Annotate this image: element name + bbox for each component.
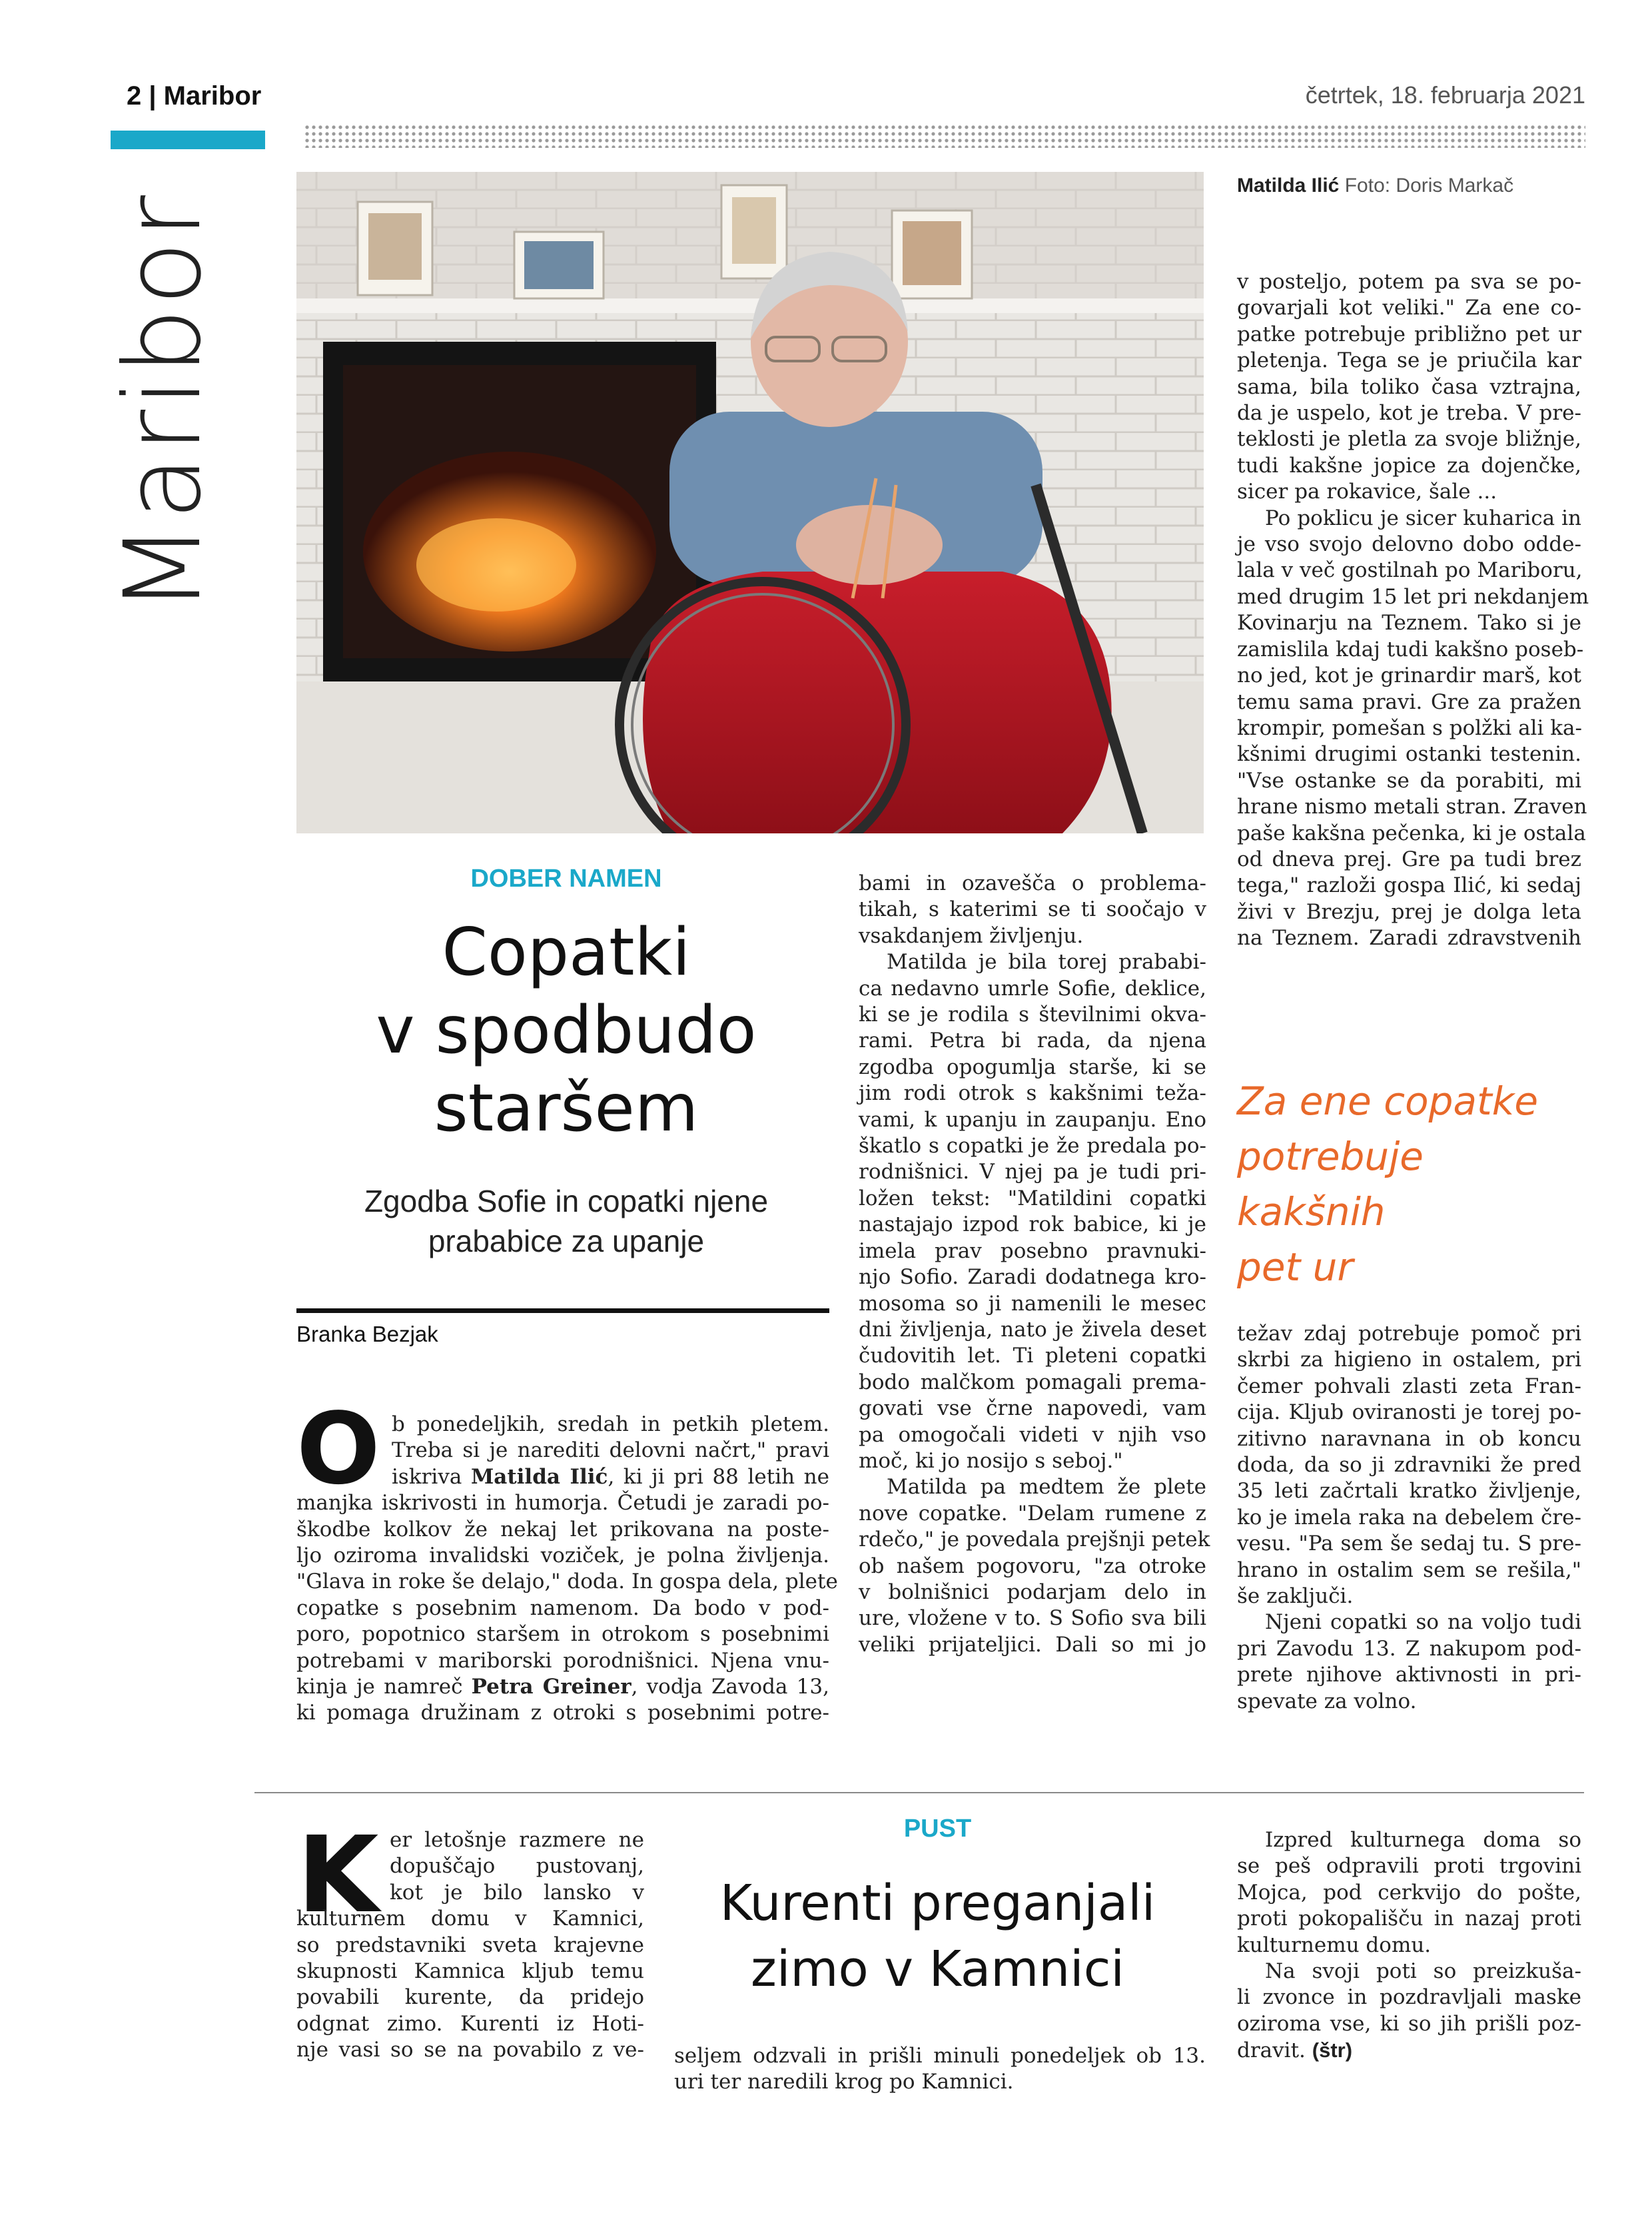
text-line: v bolnišnici podarjam delo in	[859, 1579, 1206, 1604]
dotted-rule	[304, 124, 1585, 148]
text-line: cija. Kljub oviranosti je torej po-	[1237, 1400, 1581, 1425]
photo-caption	[1237, 175, 1610, 197]
article-column-3-top	[1237, 269, 1589, 952]
text-line: rodnišnici. V njej pa je tudi pri-	[859, 1160, 1206, 1184]
text-line	[392, 1464, 829, 1490]
text-line: nje vasi so se na povabilo z ve-	[296, 2038, 644, 2062]
text-line: Treba si je narediti delovni načrt," pravi	[392, 1438, 829, 1463]
text-line: "Glava in roke še delajo," doda. In gospa dela, plete	[296, 1569, 838, 1594]
drop-cap: K	[297, 1814, 379, 1937]
text-line: mosoma so ji namenili le mesec	[859, 1291, 1206, 1316]
headline-line: v spodbudo	[376, 993, 757, 1069]
text-line: ki se je rodila s številnimi okva-	[859, 1003, 1206, 1027]
text-line: rami. Petra bi rada, da njena	[859, 1029, 1206, 1053]
text-line: v posteljo, potem pa sva se po-	[1237, 270, 1581, 294]
article-column-3-bottom	[1237, 1321, 1581, 1715]
text-line: Na svoji poti so preizkuša-	[1265, 1959, 1581, 1984]
page-section-label: 2 | Maribor	[127, 81, 262, 111]
text-line: vsakdanjem življenju.	[859, 923, 1084, 948]
text-line: temu sama pravi. Gre za pražen	[1237, 689, 1581, 714]
text-line: jim rodi otrok s kakšnimi teža-	[859, 1081, 1206, 1106]
article-kicker: DOBER NAMEN	[470, 865, 662, 893]
text-line: pa omogočali videti v njih vso	[859, 1422, 1206, 1447]
text-line: "Vse ostanke se da porabiti, mi	[1237, 768, 1581, 793]
text-line: nastajajo izpod rok babice, ki je	[859, 1212, 1206, 1237]
article-divider	[254, 1792, 1584, 1793]
text-line: kulturnemu domu.	[1237, 1933, 1432, 1957]
pull-quote-line: potrebuje kakšnih	[1237, 1134, 1424, 1234]
text-line: skupnosti Kamnica kljub temu	[296, 1959, 644, 1984]
drop-cap: O	[296, 1392, 380, 1506]
text-fragment: , vodja Zavoda 13,	[631, 1675, 829, 1699]
text-line: imela prav posebno pravnuki-	[859, 1238, 1206, 1263]
subhead-line: prababice za upanje	[428, 1224, 705, 1258]
text-line: vami, k upanju in zaupanju. Eno	[859, 1107, 1206, 1132]
bold-name: Petra Greiner	[471, 1675, 631, 1699]
text-line: dopuščajo pustovanj,	[390, 1854, 644, 1879]
text-line: vesu. "Pa sem še sedaj tu. S pre-	[1237, 1532, 1581, 1556]
text-line: od dneva prej. Gre pa tudi brez	[1237, 847, 1581, 871]
text-line: čudovitih let. Ti pleteni copatki	[859, 1344, 1206, 1368]
text-line: Matilda je bila torej prababi-	[887, 950, 1206, 975]
text-line: tega," razloži gospa Ilić, ki sedaj	[1237, 873, 1581, 898]
text-line: lala v več gostilnah po Mariboru,	[1237, 558, 1583, 583]
text-line: potrebami v mariborski porodnišnici. Njena vnu-	[296, 1648, 829, 1673]
text-line: ljo oziroma invalidski voziček, je polna življenja.	[296, 1544, 829, 1568]
text-line: so predstavniki sveta krajevne	[296, 1933, 644, 1957]
text-line: tikah, s katerimi se ti soočajo v	[859, 897, 1206, 922]
text-line: teklosti je pletla za svoje bližnje,	[1237, 427, 1581, 452]
text-line: hrane nismo metali stran. Zraven	[1237, 795, 1587, 819]
article2-column-2	[674, 2043, 1206, 2096]
text-line: se peš odpravili proti trgovini	[1237, 1854, 1581, 1879]
text-line: odgnat zimo. Kurenti iz Hoti-	[296, 2011, 644, 2036]
text-line: bami in ozavešča o problema-	[859, 871, 1206, 895]
text-line: pri Zavodu 13. Z nakupom pod-	[1237, 1636, 1581, 1661]
text-line: seljem odzvali in prišli minuli ponedeljek ob 13.	[674, 2044, 1206, 2068]
text-line: hrano in ostalim sem se rešila,"	[1237, 1557, 1581, 1582]
text-line: paše kakšna pečenka, ki je ostala	[1237, 821, 1586, 845]
section-side-label-text: Maribor	[102, 193, 224, 614]
pull-quote-line: Za ene copatke	[1237, 1079, 1539, 1124]
section-accent-bar	[111, 131, 265, 149]
photo-woman-knitting	[296, 172, 1204, 833]
text-line: živi v Brezju, prej je dolga leta	[1237, 899, 1581, 924]
text-line: krompir, pomešan s polžki ali ka-	[1237, 715, 1582, 740]
text-line: povabili kurente, da pridejo	[296, 1985, 644, 2010]
text-line: njo Sofio. Zaradi dodatnega kro-	[859, 1265, 1206, 1290]
photo-credit: Foto: Doris Markač	[1344, 175, 1514, 197]
text-line: moč, ki jo nosijo s seboj."	[859, 1448, 1123, 1473]
byline-rule	[296, 1308, 829, 1313]
text-line: ca nedavno umrle Sofie, deklice,	[859, 976, 1206, 1001]
text-line: rdečo," je povedala prejšnji petek	[859, 1528, 1210, 1552]
text-line: uri ter naredili krog po Kamnici.	[674, 2070, 1014, 2094]
text-fragment: , ki ji pri 88 letih ne	[608, 1464, 829, 1489]
text-line: li zvonce in pozdravljali maske	[1237, 1985, 1581, 2010]
text-line: kot je bilo lansko v	[390, 1880, 644, 1905]
text-fragment: iskriva	[392, 1464, 471, 1489]
text-line: prete njihove aktivnosti in pri-	[1237, 1663, 1581, 1687]
text-line: proti pokopališču in nazaj proti	[1237, 1907, 1581, 1931]
text-line: Po poklicu je sicer kuharica in	[1265, 506, 1581, 530]
text-line: no jed, kot je grinardir marš, kot	[1237, 664, 1581, 688]
text-line: nove copatke. "Delam rumene z	[859, 1501, 1206, 1526]
issue-date: četrtek, 18. februarja 2021	[1305, 81, 1585, 109]
text-line: oziroma vse, ki so jih prišli poz-	[1237, 2011, 1581, 2036]
text-line: Njeni copatki so na voljo tudi	[1265, 1610, 1581, 1635]
text-line: Mojca, pod cerkvijo do pošte,	[1237, 1880, 1581, 1905]
article-subhead	[296, 1181, 836, 1261]
pull-quote	[1237, 1074, 1583, 1295]
text-line: ki pomaga družinam z otroki s posebnimi potre-	[296, 1701, 829, 1725]
headline-line: staršem	[434, 1071, 699, 1146]
text-line: b ponedeljkih, sredah in petkih pletem.	[392, 1412, 829, 1436]
bold-name: Matilda Ilić	[470, 1464, 608, 1489]
headline-line: zimo v Kamnici	[751, 1941, 1124, 1998]
text-line: dni življenja, nato je živela deset	[859, 1317, 1206, 1342]
text-line: zamislila kdaj tudi kakšno poseb-	[1237, 637, 1584, 662]
pull-quote-line: pet ur	[1237, 1244, 1354, 1290]
text-line: skrbi za higieno in ostalem, pri	[1237, 1348, 1581, 1372]
author-initials: (štr)	[1312, 2038, 1353, 2062]
text-line: ure, vložene v to. S Sofio sva bili	[859, 1606, 1206, 1631]
text-line: 35 leti začrtali kratko življenje,	[1237, 1479, 1581, 1504]
text-line	[296, 1674, 829, 1700]
article-headline	[296, 914, 836, 1148]
text-line: je vso svojo delovno dobo odde-	[1237, 532, 1581, 557]
text-line: veliki prijateljici. Dali so mi jo	[859, 1632, 1206, 1657]
text-line: Izpred kulturnega doma so	[1265, 1828, 1581, 1852]
article-byline: Branka Bezjak	[296, 1322, 438, 1346]
text-line: govarjali kot veliki." Za ene co-	[1237, 296, 1581, 320]
photo-caption-name: Matilda Ilić	[1237, 175, 1340, 197]
article2-column-1	[296, 1827, 644, 2064]
text-line: bodo malčkom pomagali prema-	[859, 1370, 1206, 1394]
text-line: kulturnem domu v Kamnici,	[296, 1907, 644, 1931]
text-fragment: dravit.	[1237, 2038, 1312, 2063]
text-line: Kovinarju na Teznem. Tako si je	[1237, 611, 1581, 636]
text-line: govati vse črne napovedi, vam	[859, 1396, 1206, 1421]
text-line: škodbe kolkov že nekaj let prikovana na poste-	[296, 1517, 829, 1542]
article2-headline	[669, 1871, 1206, 2002]
text-line: Matilda pa medtem že plete	[887, 1475, 1206, 1500]
text-line: na Teznem. Zaradi zdravstvenih	[1237, 926, 1581, 951]
text-line: ob našem pogovoru, "za otroke	[859, 1553, 1206, 1578]
article-column-1	[296, 1412, 838, 1727]
text-line: škatlo s copatki je že predala po-	[859, 1134, 1206, 1158]
section-side-label	[93, 163, 233, 643]
text-line: sicer pa rokavice, šale ...	[1237, 480, 1497, 504]
text-fragment: kinja je namreč	[296, 1675, 472, 1699]
subhead-line: Zgodba Sofie in copatki njene	[364, 1184, 769, 1218]
article-column-2	[859, 871, 1210, 1658]
text-line: er letošnje razmere ne	[390, 1828, 644, 1852]
text-line: čemer pohvali zlasti zeta Fran-	[1237, 1374, 1581, 1398]
text-line: copatke s posebnim namenom. Da bodo v pod-	[296, 1595, 829, 1620]
text-line: še zaključi.	[1237, 1584, 1354, 1609]
text-line: ložen tekst: "Matildini copatki	[859, 1186, 1206, 1210]
text-line: patke potrebuje približno pet ur	[1237, 322, 1581, 346]
text-line: manjka iskrivosti in humorja. Četudi je zaradi po-	[296, 1491, 829, 1516]
text-line: zitivno naravnana in ob koncu	[1237, 1426, 1581, 1451]
text-line: zgodba opogumlja starše, ki se	[859, 1055, 1206, 1079]
text-line: tudi kakšne jopice za dojenčke,	[1237, 453, 1581, 478]
text-line: kšnimi drugimi ostanki testenin.	[1237, 742, 1581, 767]
headline-line: Kurenti preganjali	[719, 1875, 1156, 1932]
text-line: ko je imela raka na debelem čre-	[1237, 1505, 1581, 1530]
text-line: poro, popotnico staršem in otrokom s posebnimi	[296, 1622, 829, 1647]
text-line: doda, da so ji zdravniki že pred	[1237, 1453, 1581, 1478]
headline-line: Copatki	[442, 915, 691, 991]
article2-kicker: PUST	[903, 1815, 972, 1843]
text-line: pletenja. Tega se je priučila kar	[1237, 348, 1581, 373]
text-line: težav zdaj potrebuje pomoč pri	[1237, 1322, 1581, 1346]
text-line: sama, bila toliko časa vztrajna,	[1237, 374, 1581, 399]
article2-column-3	[1237, 1827, 1581, 2064]
text-line: med drugim 15 let pri nekdanjem	[1237, 584, 1589, 609]
text-line	[1237, 2037, 1581, 2064]
text-line: spevate za volno.	[1237, 1689, 1417, 1713]
text-line: da je uspelo, kot je treba. V pre-	[1237, 401, 1581, 426]
